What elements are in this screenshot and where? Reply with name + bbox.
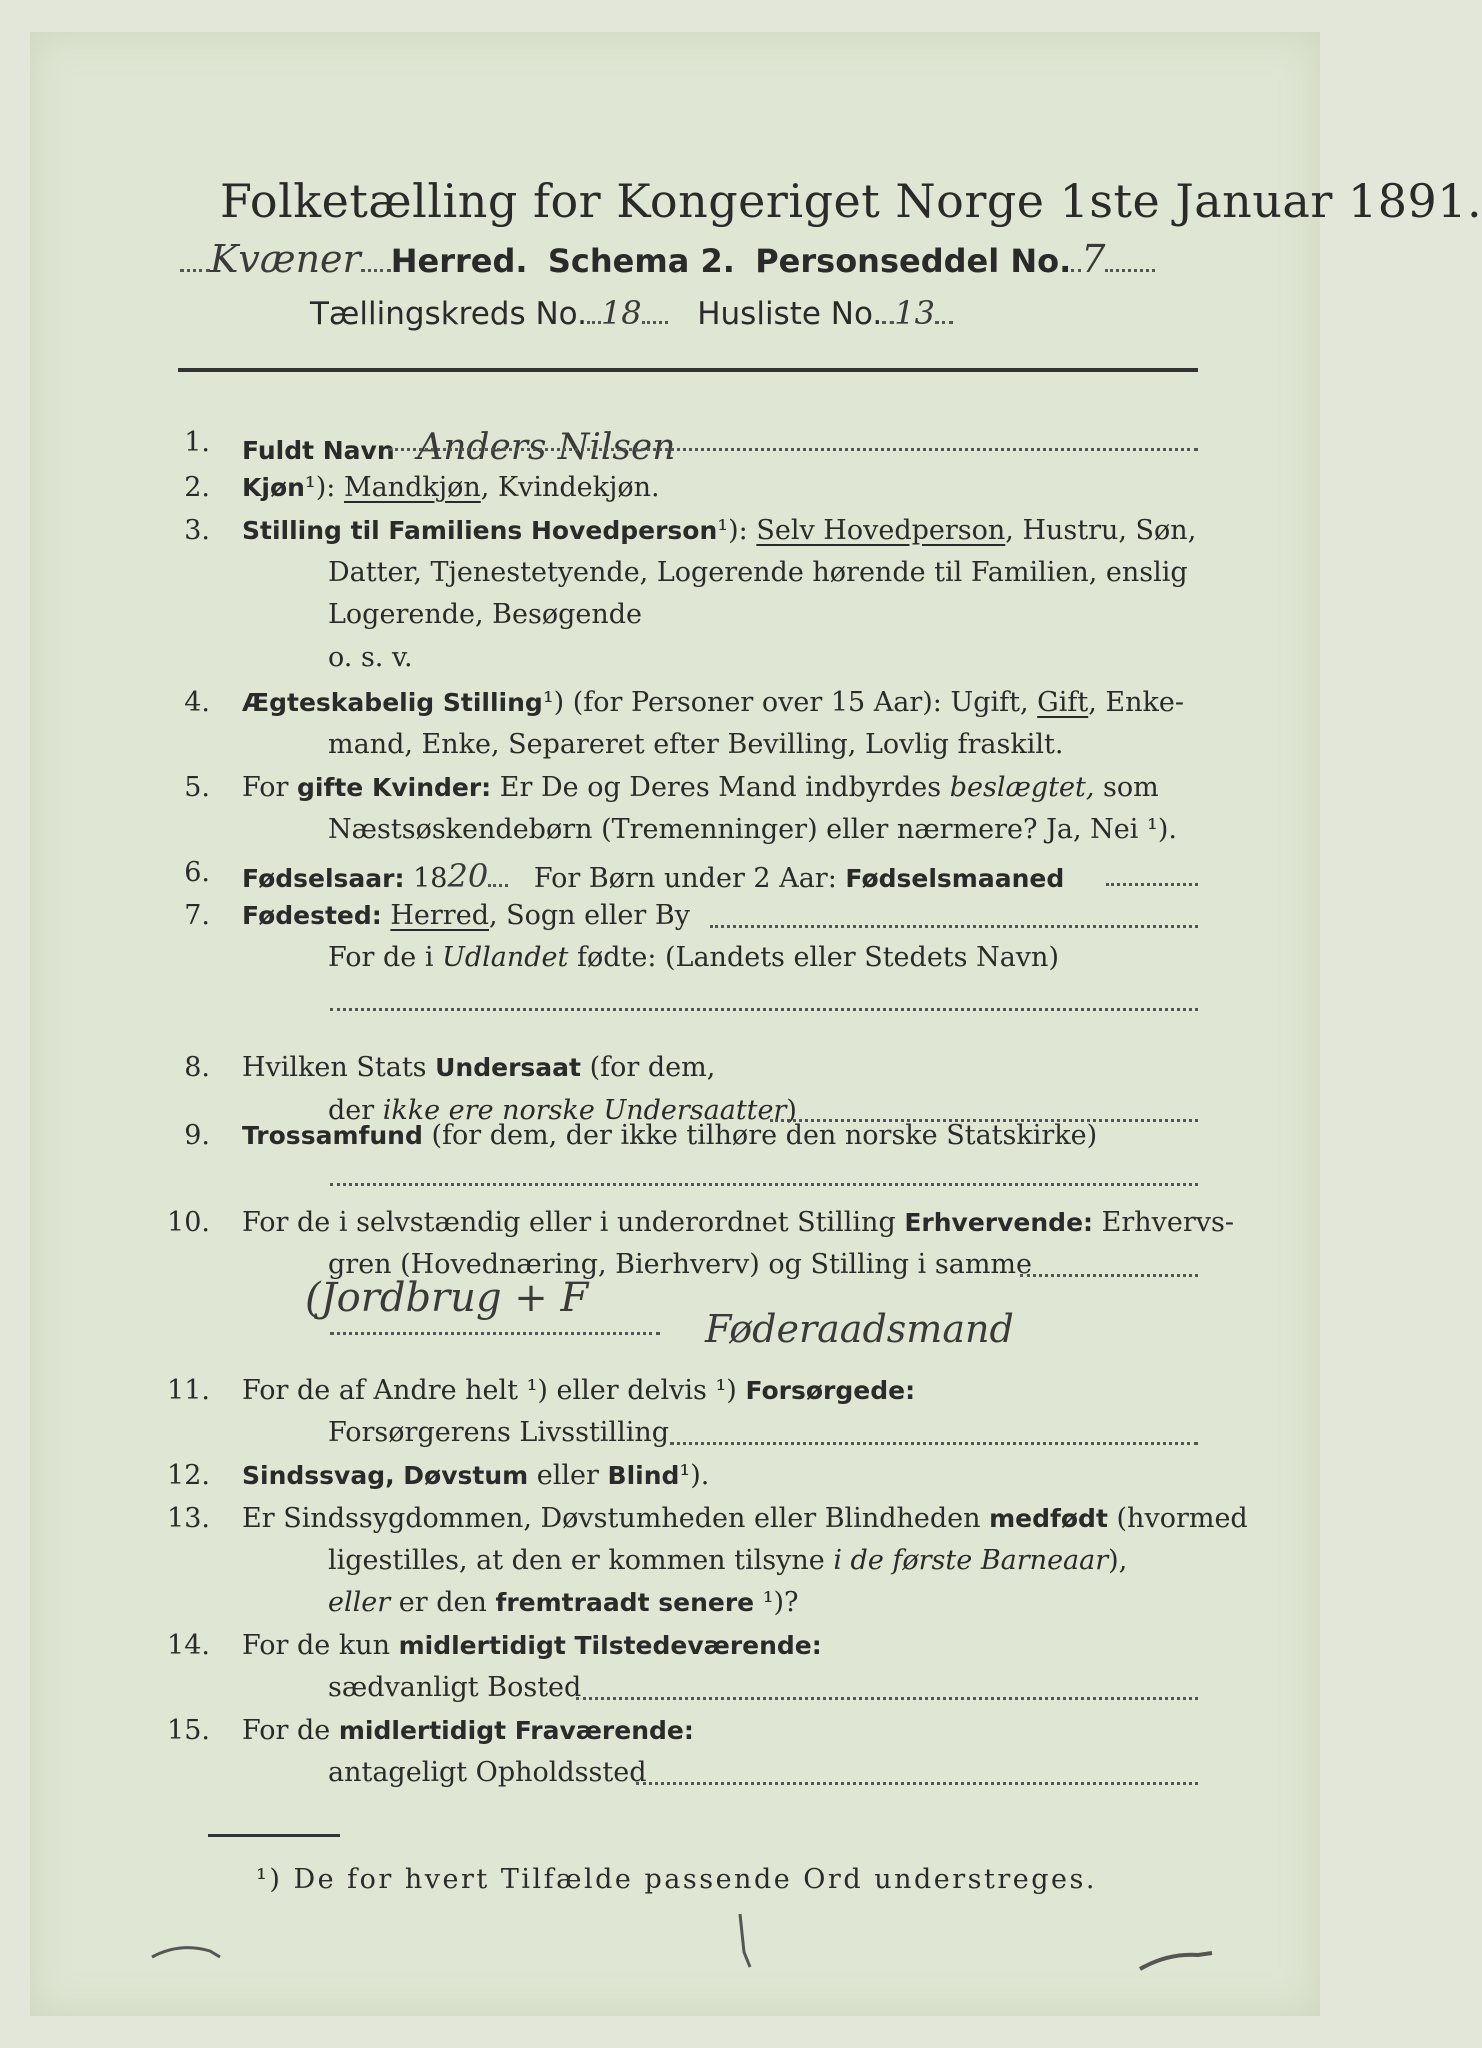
- item-15-fill: [636, 1782, 1198, 1785]
- item-3-line3: Logerende, Besøgende: [328, 599, 642, 630]
- item-10-number: 10.: [167, 1207, 210, 1238]
- item-6-label: Fødselsaar:: [242, 864, 405, 893]
- item-7-fill2: [330, 1008, 1198, 1011]
- item-14-label: midlertidigt Tilstedeværende:: [398, 1631, 822, 1660]
- item-7-label: Fødested:: [242, 901, 382, 930]
- form-title: Folketælling for Kongeriget Norge 1ste Januar 1891.: [220, 174, 1482, 228]
- personseddel-label: Personseddel No.: [755, 242, 1072, 280]
- item-10-rest: Erhvervs-: [1101, 1207, 1235, 1238]
- item-1-number: 1.: [184, 427, 210, 458]
- item-10-label: Erhvervende:: [904, 1208, 1094, 1237]
- item-2-number: 2.: [184, 472, 210, 503]
- item-4-rest-b: , Enke-: [1088, 687, 1184, 718]
- pen-mark-center: [730, 1912, 770, 1972]
- herred-line: [180, 237, 1155, 281]
- item-7-line2-italic: Udlandet: [442, 942, 569, 973]
- item-7: [242, 900, 690, 931]
- item-13-rest: (hvormed: [1116, 1503, 1248, 1534]
- kreds-label: Tællingskreds No.: [310, 296, 587, 332]
- pen-mark-right: [1138, 1947, 1218, 1977]
- item-12-number: 12.: [167, 1460, 210, 1491]
- item-9-label: Trossamfund: [242, 1121, 423, 1150]
- item-1-label: Fuldt Navn: [242, 436, 395, 465]
- item-10: [242, 1207, 1234, 1238]
- item-13: [242, 1503, 1248, 1534]
- item-8-rest: (for dem,: [589, 1052, 716, 1083]
- item-15-label: midlertidigt Fraværende:: [338, 1716, 694, 1745]
- item-4: [242, 687, 1184, 718]
- item-3-line4: o. s. v.: [328, 642, 413, 673]
- item-14-pre: For de kun: [242, 1630, 390, 1661]
- item-9-rest: (for dem, der ikke tilhøre den norske Statskirke): [431, 1120, 1098, 1151]
- kjon-kvindekjon: , Kvindekjøn.: [480, 472, 660, 503]
- herred-label: Herred.: [390, 242, 528, 280]
- item-9-number: 9.: [184, 1120, 210, 1151]
- item-3-label: Stilling til Familiens Hovedperson: [242, 516, 718, 545]
- item-9: [242, 1120, 1097, 1151]
- item-5-line2: Næstsøskendebørn (Tremenninger) eller nærmere? Ja, Nei ¹).: [328, 814, 1177, 845]
- item-13-number: 13.: [167, 1503, 210, 1534]
- header-rule: [178, 368, 1198, 372]
- item-12-label2: Blind: [607, 1461, 680, 1490]
- item-8-line2-italic: ikke ere norske Undersaatter: [382, 1095, 787, 1126]
- item-4-number: 4.: [184, 687, 210, 718]
- item-6-rest: For Børn under 2 Aar:: [533, 863, 837, 894]
- item-13-line3-italic: eller: [328, 1587, 391, 1618]
- item-15: [242, 1715, 694, 1746]
- item-6-label2: Fødselsmaaned: [845, 864, 1065, 893]
- item-8-line2-b: ): [786, 1095, 797, 1126]
- item-5-rest-a: Er De og Deres Mand indbyrdes: [499, 772, 942, 803]
- item-13-line2-b: ),: [1108, 1545, 1128, 1576]
- item-11-number: 11.: [167, 1375, 210, 1406]
- item-8-line2-a: der: [328, 1095, 375, 1126]
- census-form: [30, 32, 1482, 2016]
- item-5-number: 5.: [184, 772, 210, 803]
- item-6: [242, 857, 1064, 895]
- full-name-value: Anders Nilsen: [417, 427, 676, 468]
- item-11-label: Forsørgede:: [745, 1376, 916, 1405]
- erhverv-value-1: (Jordbrug + F: [305, 1275, 589, 1321]
- personseddel-value: 7: [1081, 237, 1106, 281]
- birth-year-value: 20: [447, 857, 489, 895]
- item-7-rest: , Sogn eller By: [488, 900, 690, 931]
- husliste-value: 13: [894, 294, 935, 332]
- item-10-fill2: [330, 1332, 660, 1335]
- item-4-line2: mand, Enke, Separeret efter Bevilling, Lovlig fraskilt.: [328, 729, 1064, 760]
- item-5-label: gifte Kvinder:: [297, 773, 492, 802]
- item-3-note: ¹):: [717, 515, 748, 546]
- item-13-line3: [328, 1587, 799, 1618]
- item-1-fill: [388, 448, 1198, 451]
- item-8-label: Undersaat: [435, 1053, 581, 1082]
- egteskab-gift: Gift: [1037, 687, 1089, 718]
- item-5-rest-b: som: [1103, 772, 1159, 803]
- item-10-pre: For de i selvstændig eller i underordnet Stilling: [242, 1207, 896, 1238]
- item-11-line2: Forsørgerens Livsstilling: [328, 1417, 670, 1448]
- item-3-number: 3.: [184, 515, 210, 546]
- item-13-line3-c: ¹)?: [762, 1587, 799, 1618]
- item-7-line2-b: fødte: (Landets eller Stedets Navn): [576, 942, 1059, 973]
- item-3: [242, 515, 1196, 546]
- item-13-line2: [328, 1545, 1127, 1576]
- kreds-value: 18: [600, 294, 642, 332]
- item-11-fill: [670, 1442, 1198, 1445]
- item-12-label: Sindssvag, Døvstum: [242, 1461, 529, 1490]
- birth-year-prefix: 18: [413, 863, 448, 894]
- item-5-italic: beslægtet,: [949, 772, 1095, 803]
- item-5: [242, 772, 1159, 803]
- fodested-herred: Herred: [390, 900, 489, 931]
- item-2-note: ¹):: [304, 472, 336, 503]
- item-10-fill: [1020, 1274, 1198, 1277]
- erhverv-value-2: Føderaadsmand: [705, 1307, 1014, 1351]
- item-10-line2: gren (Hovednæring, Bierhverv) og Stilling i samme: [328, 1249, 1033, 1280]
- item-7-number: 7.: [184, 900, 210, 931]
- item-13-label: medfødt: [989, 1504, 1108, 1533]
- item-13-line3-a: er den: [398, 1587, 487, 1618]
- schema-label: Schema 2.: [547, 242, 735, 280]
- item-13-line2-italic: i de første Barneaar: [833, 1545, 1109, 1576]
- item-8-pre: Hvilken Stats: [242, 1052, 427, 1083]
- item-2-label: Kjøn: [242, 473, 305, 502]
- item-11-pre: For de af Andre helt ¹) eller delvis ¹): [242, 1375, 737, 1406]
- item-7-line2-a: For de i: [328, 942, 434, 973]
- item-14-fill: [576, 1697, 1198, 1700]
- item-9-fill: [330, 1183, 1198, 1186]
- item-13-line2-a: ligestilles, at den er kommen tilsyne: [328, 1545, 825, 1576]
- item-15-pre: For de: [242, 1715, 331, 1746]
- item-11: [242, 1375, 915, 1406]
- item-8-number: 8.: [184, 1052, 210, 1083]
- item-13-pre: Er Sindssygdommen, Døvstumheden eller Blindheden: [242, 1503, 981, 1534]
- husliste-label: Husliste No.: [697, 296, 883, 332]
- item-14: [242, 1630, 822, 1661]
- item-7-fill: [710, 925, 1198, 928]
- item-13-line3-bold: fremtraadt senere: [495, 1588, 755, 1617]
- pen-mark-left: [150, 1937, 230, 1967]
- kreds-line: [310, 294, 953, 332]
- footnote: ¹) De for hvert Tilfælde passende Ord understreges.: [256, 1864, 1097, 1895]
- item-12-rest: ¹).: [679, 1460, 710, 1491]
- herred-value: Kvæner: [210, 237, 361, 281]
- item-3-rest: , Hustru, Søn,: [1005, 515, 1197, 546]
- item-8: [242, 1052, 715, 1083]
- item-14-number: 14.: [167, 1630, 210, 1661]
- item-4-label: Ægteskabelig Stilling: [242, 688, 543, 717]
- item-3-line2: Datter, Tjenestetyende, Logerende hørende til Familien, enslig: [328, 557, 1188, 588]
- item-2: [242, 472, 660, 503]
- item-6-fill: [1106, 883, 1198, 886]
- item-7-line2: [328, 942, 1059, 973]
- item-14-line2: sædvanligt Bosted: [328, 1672, 582, 1703]
- item-12-mid: eller: [536, 1460, 599, 1491]
- item-4-rest-a: ¹) (for Personer over 15 Aar): Ugift,: [542, 687, 1029, 718]
- footnote-rule: [208, 1834, 340, 1837]
- item-12: [242, 1460, 709, 1491]
- item-6-number: 6.: [184, 857, 210, 888]
- item-15-line2: antageligt Opholdssted: [328, 1757, 647, 1788]
- kjon-mandkjon: Mandkjøn: [343, 472, 481, 503]
- item-5-pre: For: [242, 772, 289, 803]
- stilling-selv-hovedperson: Selv Hovedperson: [756, 515, 1006, 546]
- item-15-number: 15.: [167, 1715, 210, 1746]
